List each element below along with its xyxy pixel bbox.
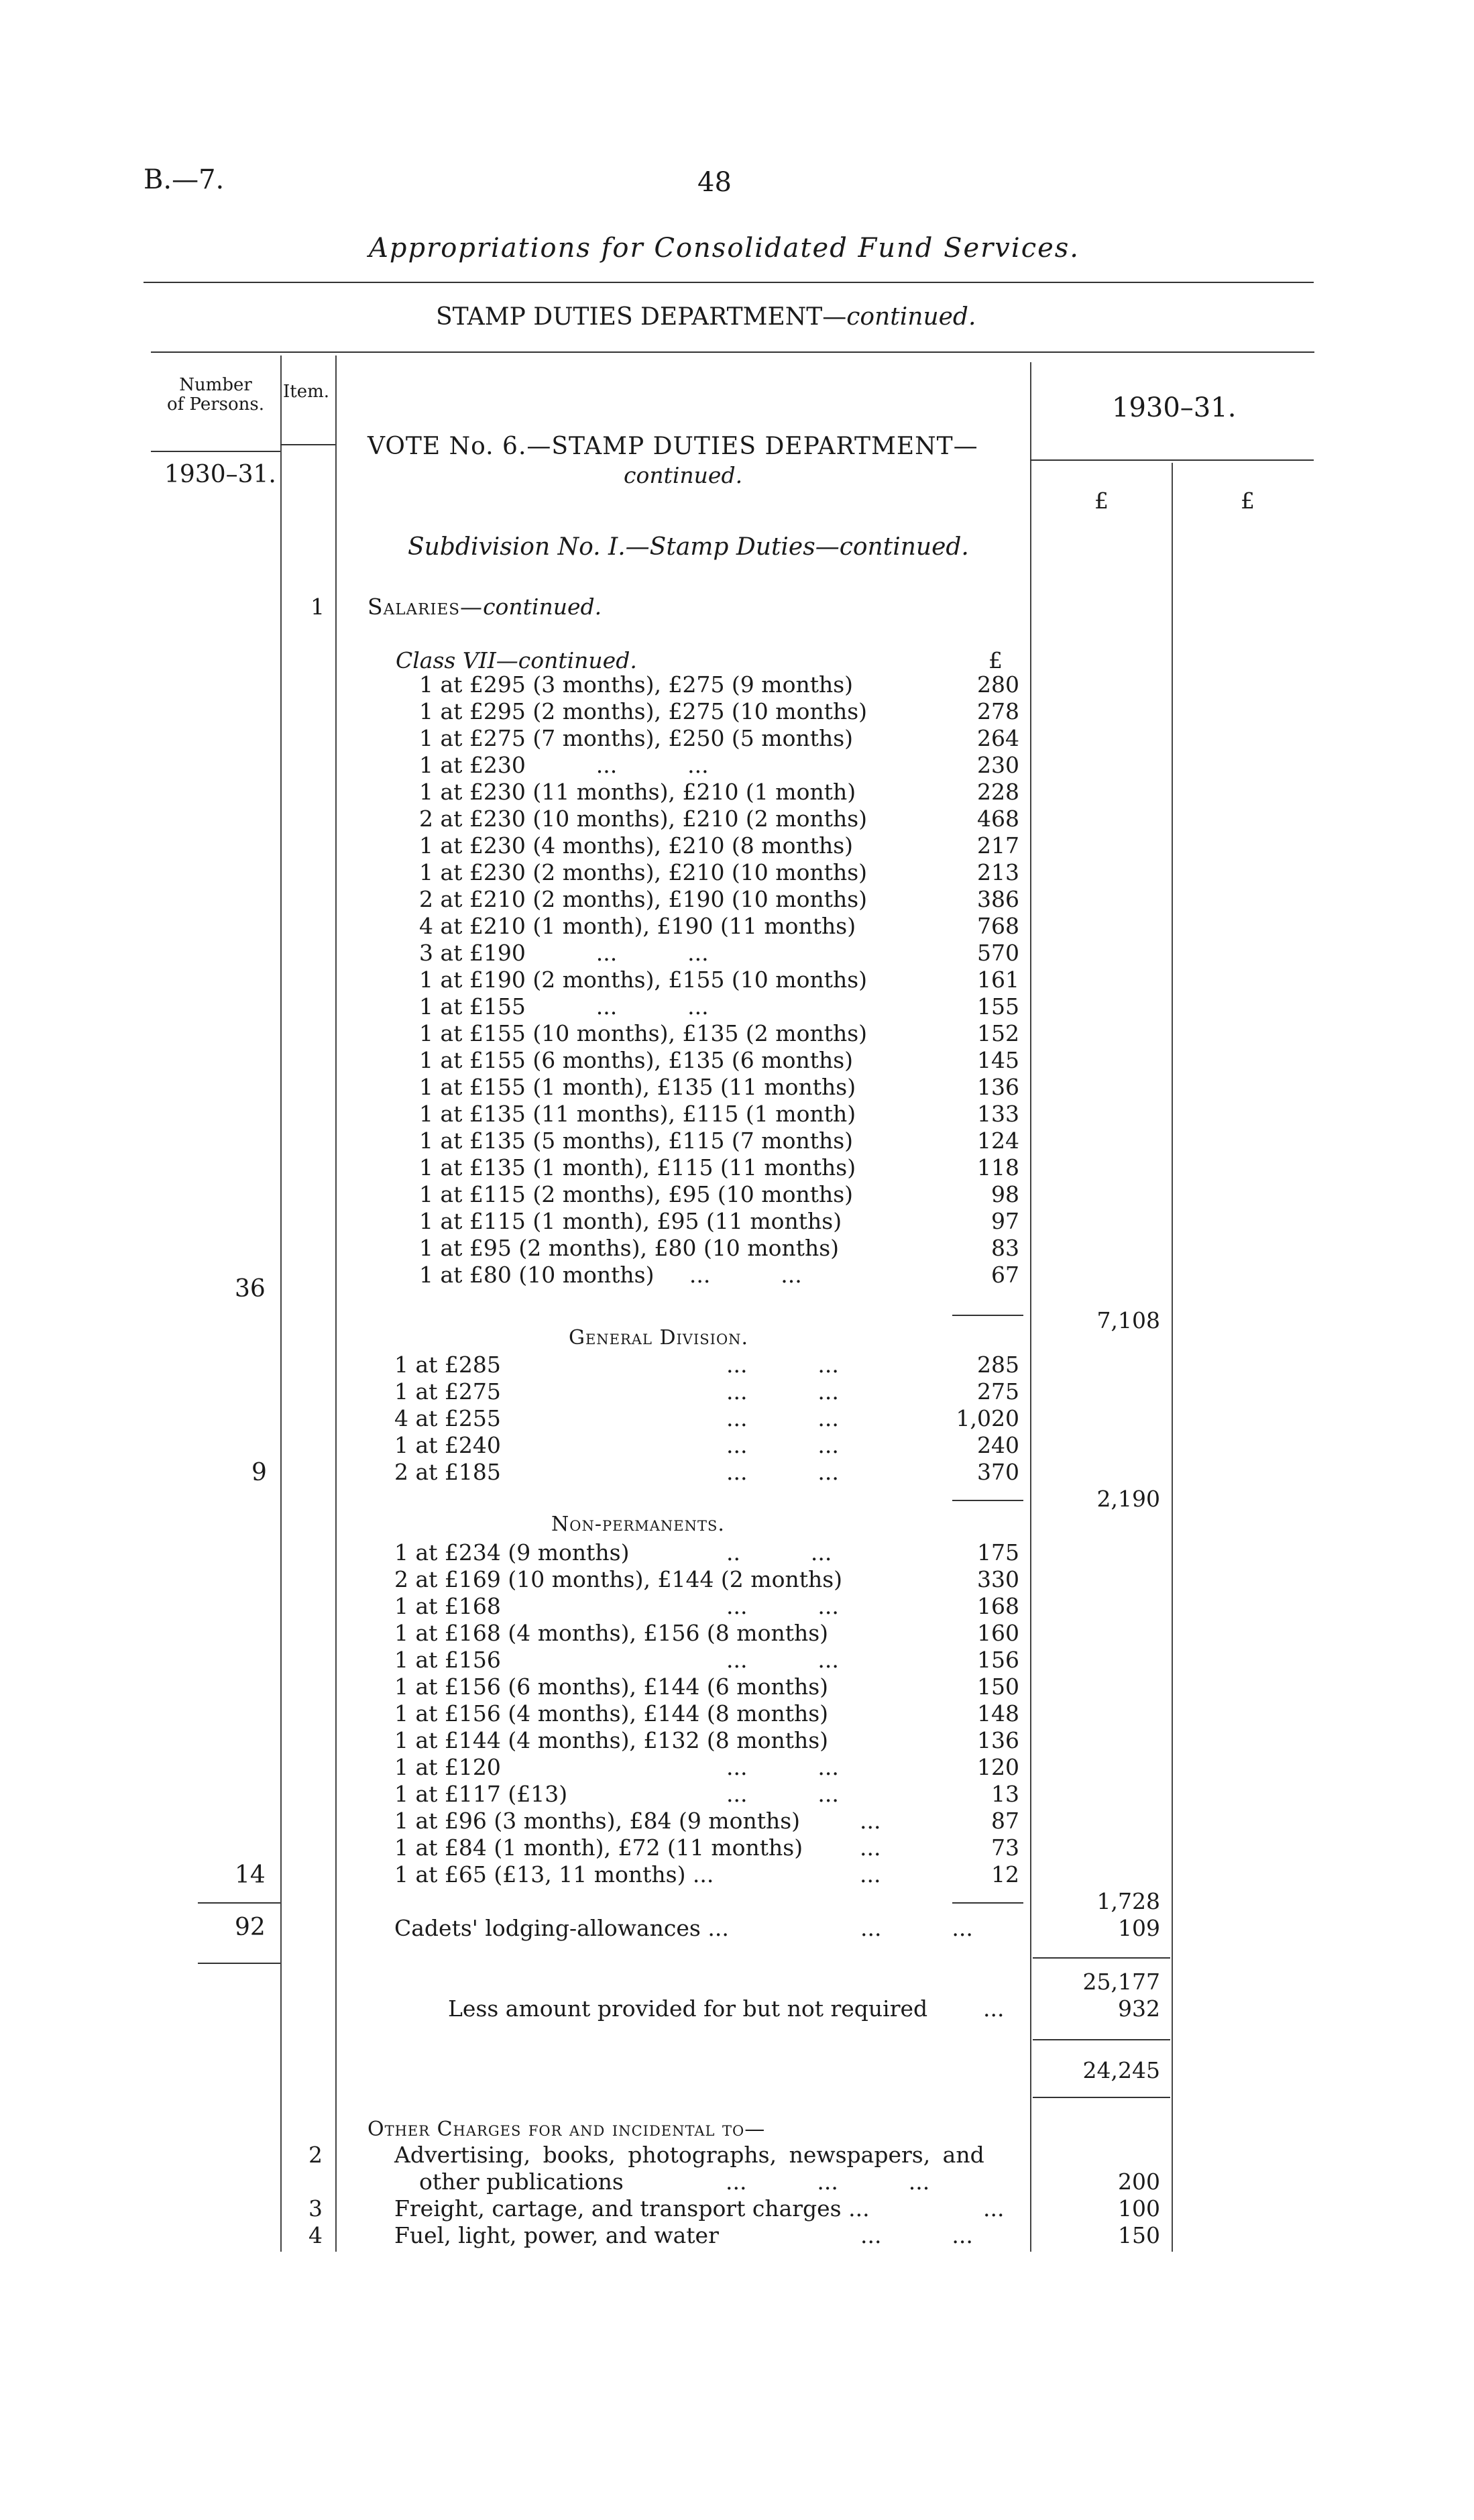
row-description: 1 at £80 (10 months) ... ... xyxy=(419,1262,802,1288)
row-leader-dots: ... xyxy=(860,1834,881,1861)
non-permanents-sum-rule xyxy=(952,1902,1023,1904)
row-amount: 145 xyxy=(977,1047,1019,1073)
row-amount: 230 xyxy=(977,752,1019,778)
row-leader-dots: ... ... xyxy=(726,1378,839,1405)
net-total-underline xyxy=(1033,2097,1170,2098)
row-leader-dots: ... ... xyxy=(726,1459,839,1485)
class-vii-total: 7,108 xyxy=(1096,1307,1160,1333)
other-charge-description: Advertising, books, photographs, newspapers, and xyxy=(394,2142,984,2168)
other-charge-item-number: 2 xyxy=(308,2142,323,2168)
table-row xyxy=(419,1183,1019,1210)
persons-header-rule xyxy=(151,451,280,452)
row-amount: 97 xyxy=(991,1208,1019,1234)
row-amount: 217 xyxy=(977,832,1019,859)
row-leader-dots: ... xyxy=(860,1808,881,1834)
row-leader-dots: ... ... xyxy=(726,1405,839,1431)
row-amount: 264 xyxy=(977,725,1019,751)
row-amount: 168 xyxy=(977,1593,1019,1619)
general-division-total: 2,190 xyxy=(1096,1486,1160,1512)
table-row xyxy=(419,1130,1019,1156)
other-charge-amount: 200 xyxy=(1118,2169,1160,2195)
table-row xyxy=(419,834,1019,861)
table-row xyxy=(394,1568,1019,1595)
persons-total-underline xyxy=(198,1963,280,1964)
title-rule xyxy=(144,282,1314,283)
row-amount: 386 xyxy=(977,886,1019,912)
table-row xyxy=(394,1676,1019,1702)
row-amount: 73 xyxy=(991,1834,1019,1861)
table-row xyxy=(419,1049,1019,1076)
row-amount: 240 xyxy=(977,1432,1019,1458)
row-description: 1 at £156 (4 months), £144 (8 months) xyxy=(394,1700,829,1727)
row-description: 1 at £144 (4 months), £132 (8 months) xyxy=(394,1727,829,1753)
table-row xyxy=(394,1354,1019,1380)
row-amount: 275 xyxy=(977,1378,1019,1405)
row-description: 1 at £84 (1 month), £72 (11 months) xyxy=(394,1834,803,1861)
other-charges-heading: Other Charges for and incidental to— xyxy=(367,2118,766,2141)
row-description: 1 at £240 xyxy=(394,1432,501,1458)
gross-total: 25,177 xyxy=(1082,1969,1160,1995)
row-description: 1 at £155 ... ... xyxy=(419,993,709,1020)
subdivision-heading: Subdivision No. I.—Stamp Duties—continued. xyxy=(408,533,969,561)
page-number: 48 xyxy=(697,167,732,198)
row-amount: 155 xyxy=(977,993,1019,1020)
table-row xyxy=(419,1076,1019,1103)
row-amount: 160 xyxy=(977,1620,1019,1646)
currency-symbol-total: £ xyxy=(1241,488,1255,514)
table-top-rule xyxy=(151,351,1314,353)
vote-title: VOTE No. 6.—STAMP DUTIES DEPARTMENT— xyxy=(367,433,978,460)
row-leader-dots: ... ... xyxy=(726,1432,839,1458)
row-amount: 133 xyxy=(977,1101,1019,1127)
table-row xyxy=(419,1264,1019,1291)
row-description: 1 at £155 (10 months), £135 (2 months) xyxy=(419,1020,868,1046)
row-description: 1 at £155 (1 month), £135 (11 months) xyxy=(419,1074,856,1100)
row-description: 1 at £115 (1 month), £95 (11 months) xyxy=(419,1208,842,1234)
currency-symbol-subtotal: £ xyxy=(1094,488,1109,514)
department-heading: STAMP DUTIES DEPARTMENT—continued. xyxy=(436,303,976,331)
table-row xyxy=(394,1756,1019,1783)
non-permanents-total: 1,728 xyxy=(1096,1888,1160,1914)
cadets-allowance-label: Cadets' lodging-allowances ... xyxy=(394,1915,729,1941)
table-row xyxy=(394,1461,1019,1488)
other-charge-amount: 150 xyxy=(1118,2222,1160,2248)
row-description: 1 at £95 (2 months), £80 (10 months) xyxy=(419,1235,840,1261)
row-description: 4 at £255 xyxy=(394,1405,501,1431)
table-row xyxy=(419,1156,1019,1183)
row-description: 1 at £285 xyxy=(394,1352,501,1378)
less-not-required-amount: 932 xyxy=(1118,1995,1160,2022)
other-charge-item-number: 4 xyxy=(308,2222,323,2248)
table-row xyxy=(394,1434,1019,1461)
description-amount-divider xyxy=(1030,362,1031,2252)
general-division-heading: General Division. xyxy=(569,1326,749,1350)
row-amount: 136 xyxy=(977,1074,1019,1100)
document-reference: B.—7. xyxy=(144,164,225,195)
class-vii-heading: Class VII—continued. xyxy=(396,647,637,673)
row-description: 3 at £190 ... ... xyxy=(419,940,709,966)
row-leader-dots: ... ... xyxy=(726,1781,839,1807)
non-permanents-heading: Non-permanents. xyxy=(551,1513,725,1536)
table-row xyxy=(394,1863,1019,1890)
row-leader-dots: ... ... xyxy=(726,1647,839,1673)
salaries-item-number: 1 xyxy=(310,594,325,620)
less-not-required-label: Less amount provided for but not required xyxy=(448,1995,928,2022)
item-column-header: Item. xyxy=(283,382,330,402)
year-column-header: 1930–31. xyxy=(1112,392,1237,423)
year-header-rule xyxy=(1030,459,1314,461)
row-amount: 278 xyxy=(977,698,1019,724)
other-charge-description-cont: other publications xyxy=(419,2169,624,2195)
row-description: 1 at £65 (£13, 11 months) ... xyxy=(394,1861,714,1887)
table-row xyxy=(394,1595,1019,1622)
row-description: 1 at £295 (3 months), £275 (9 months) xyxy=(419,671,854,698)
row-description: 1 at £115 (2 months), £95 (10 months) xyxy=(419,1181,854,1207)
persons-item-divider xyxy=(280,355,282,2252)
vote-continued: continued. xyxy=(624,462,743,488)
row-description: 1 at £230 ... ... xyxy=(419,752,709,778)
row-description: 1 at £230 (2 months), £210 (10 months) xyxy=(419,859,868,885)
row-amount: 67 xyxy=(991,1262,1019,1288)
gross-total-rule xyxy=(1033,1957,1170,1959)
class-vii-rows xyxy=(419,673,1019,1291)
table-row xyxy=(394,1729,1019,1756)
row-amount: 148 xyxy=(977,1700,1019,1727)
row-amount: 370 xyxy=(977,1459,1019,1485)
row-amount: 156 xyxy=(977,1647,1019,1673)
row-amount: 83 xyxy=(991,1235,1019,1261)
table-row xyxy=(419,754,1019,781)
table-row xyxy=(394,1810,1019,1837)
table-row xyxy=(419,673,1019,700)
table-row xyxy=(394,1702,1019,1729)
page-title: Appropriations for Consolidated Fund Services. xyxy=(369,233,1080,264)
row-amount: 118 xyxy=(977,1154,1019,1181)
persons-column-header: Number of Persons. xyxy=(166,375,265,415)
row-description: 1 at £156 xyxy=(394,1647,501,1673)
net-total-rule xyxy=(1033,2039,1170,2040)
row-description: 2 at £230 (10 months), £210 (2 months) xyxy=(419,806,868,832)
row-amount: 87 xyxy=(991,1808,1019,1834)
row-description: 1 at £156 (6 months), £144 (6 months) xyxy=(394,1674,829,1700)
general-division-persons: 9 xyxy=(251,1459,267,1486)
row-description: 1 at £275 xyxy=(394,1378,501,1405)
table-row xyxy=(394,1649,1019,1676)
row-amount: 98 xyxy=(991,1181,1019,1207)
row-amount: 152 xyxy=(977,1020,1019,1046)
table-row xyxy=(419,727,1019,754)
salaries-heading: Salaries—continued. xyxy=(367,594,602,620)
other-charge-leader-dots: ... ... xyxy=(860,2222,973,2248)
less-not-required-dots: ... xyxy=(983,1995,1005,2022)
net-total: 24,245 xyxy=(1082,2057,1160,2083)
row-amount: 285 xyxy=(977,1352,1019,1378)
row-description: 1 at £135 (1 month), £115 (11 months) xyxy=(419,1154,856,1181)
cadets-allowance-dots: ... ... xyxy=(860,1915,973,1941)
subtotal-total-divider xyxy=(1172,463,1173,2252)
row-description: 1 at £190 (2 months), £155 (10 months) xyxy=(419,967,868,993)
row-amount: 768 xyxy=(977,913,1019,939)
row-amount: 150 xyxy=(977,1674,1019,1700)
table-row xyxy=(419,861,1019,888)
row-description: 1 at £168 (4 months), £156 (8 months) xyxy=(394,1620,829,1646)
general-division-sum-rule xyxy=(952,1500,1023,1501)
row-description: 1 at £168 xyxy=(394,1593,501,1619)
row-amount: 213 xyxy=(977,859,1019,885)
row-description: 1 at £295 (2 months), £275 (10 months) xyxy=(419,698,868,724)
table-row xyxy=(419,995,1019,1022)
row-amount: 228 xyxy=(977,779,1019,805)
row-description: 2 at £210 (2 months), £190 (10 months) xyxy=(419,886,868,912)
other-charge-description: Freight, cartage, and transport charges ... xyxy=(394,2195,870,2222)
persons-sum-rule xyxy=(198,1902,280,1904)
row-description: 1 at £234 (9 months) xyxy=(394,1539,630,1566)
other-charge-amount: 100 xyxy=(1118,2195,1160,2222)
row-amount: 280 xyxy=(977,671,1019,698)
table-row xyxy=(419,942,1019,969)
table-row xyxy=(419,808,1019,834)
salaries-currency-symbol: £ xyxy=(988,647,1003,673)
row-description: 1 at £96 (3 months), £84 (9 months) xyxy=(394,1808,801,1834)
other-charge-item-number: 3 xyxy=(308,2195,323,2222)
table-row xyxy=(394,1783,1019,1810)
table-row xyxy=(419,888,1019,915)
table-row xyxy=(394,1380,1019,1407)
item-header-rule xyxy=(280,444,335,445)
row-leader-dots: ... ... xyxy=(726,1754,839,1780)
row-description: 2 at £169 (10 months), £144 (2 months) xyxy=(394,1566,843,1592)
table-row xyxy=(419,1022,1019,1049)
row-description: 1 at £117 (£13) xyxy=(394,1781,568,1807)
row-description: 1 at £135 (11 months), £115 (1 month) xyxy=(419,1101,856,1127)
table-row xyxy=(419,1237,1019,1264)
row-amount: 161 xyxy=(977,967,1019,993)
cadets-allowance-amount: 109 xyxy=(1118,1915,1160,1941)
persons-year-label: 1930–31. xyxy=(164,461,276,488)
row-description: 1 at £230 (4 months), £210 (8 months) xyxy=(419,832,854,859)
row-amount: 12 xyxy=(991,1861,1019,1887)
row-leader-dots: ... ... xyxy=(726,1352,839,1378)
table-row xyxy=(419,969,1019,995)
row-amount: 120 xyxy=(977,1754,1019,1780)
table-row xyxy=(419,1210,1019,1237)
row-amount: 570 xyxy=(977,940,1019,966)
row-description: 1 at £120 xyxy=(394,1754,501,1780)
general-division-rows xyxy=(394,1354,1019,1488)
row-leader-dots: ... xyxy=(860,1861,881,1887)
class-vii-sum-rule xyxy=(952,1315,1023,1316)
row-leader-dots: .. ... xyxy=(726,1539,832,1566)
row-description: 2 at £185 xyxy=(394,1459,501,1485)
non-permanents-persons: 14 xyxy=(235,1861,266,1889)
other-charge-description: Fuel, light, power, and water xyxy=(394,2222,719,2248)
table-row xyxy=(394,1622,1019,1649)
table-row xyxy=(394,1407,1019,1434)
table-row xyxy=(394,1834,1019,1863)
persons-grand-total: 92 xyxy=(235,1914,266,1941)
row-amount: 330 xyxy=(977,1566,1019,1592)
table-row xyxy=(419,781,1019,808)
row-amount: 13 xyxy=(991,1781,1019,1807)
table-row xyxy=(419,700,1019,727)
row-description: 1 at £135 (5 months), £115 (7 months) xyxy=(419,1128,854,1154)
item-description-divider xyxy=(335,355,337,2252)
row-description: 1 at £230 (11 months), £210 (1 month) xyxy=(419,779,856,805)
row-amount: 136 xyxy=(977,1727,1019,1753)
table-row xyxy=(419,915,1019,942)
row-description: 1 at £155 (6 months), £135 (6 months) xyxy=(419,1047,854,1073)
row-description: 4 at £210 (1 month), £190 (11 months) xyxy=(419,913,856,939)
row-amount: 175 xyxy=(977,1539,1019,1566)
row-leader-dots: ... ... xyxy=(726,1593,839,1619)
other-charge-leader-dots: ... xyxy=(983,2195,1005,2222)
non-permanents-rows xyxy=(394,1541,1019,1890)
row-description: 1 at £275 (7 months), £250 (5 months) xyxy=(419,725,854,751)
row-amount: 1,020 xyxy=(956,1405,1019,1431)
row-amount: 124 xyxy=(977,1128,1019,1154)
table-row xyxy=(394,1541,1019,1568)
other-charge-leader-dots: ... ... ... xyxy=(726,2169,930,2195)
table-row xyxy=(419,1103,1019,1130)
class-vii-persons: 36 xyxy=(235,1275,266,1303)
row-amount: 468 xyxy=(977,806,1019,832)
